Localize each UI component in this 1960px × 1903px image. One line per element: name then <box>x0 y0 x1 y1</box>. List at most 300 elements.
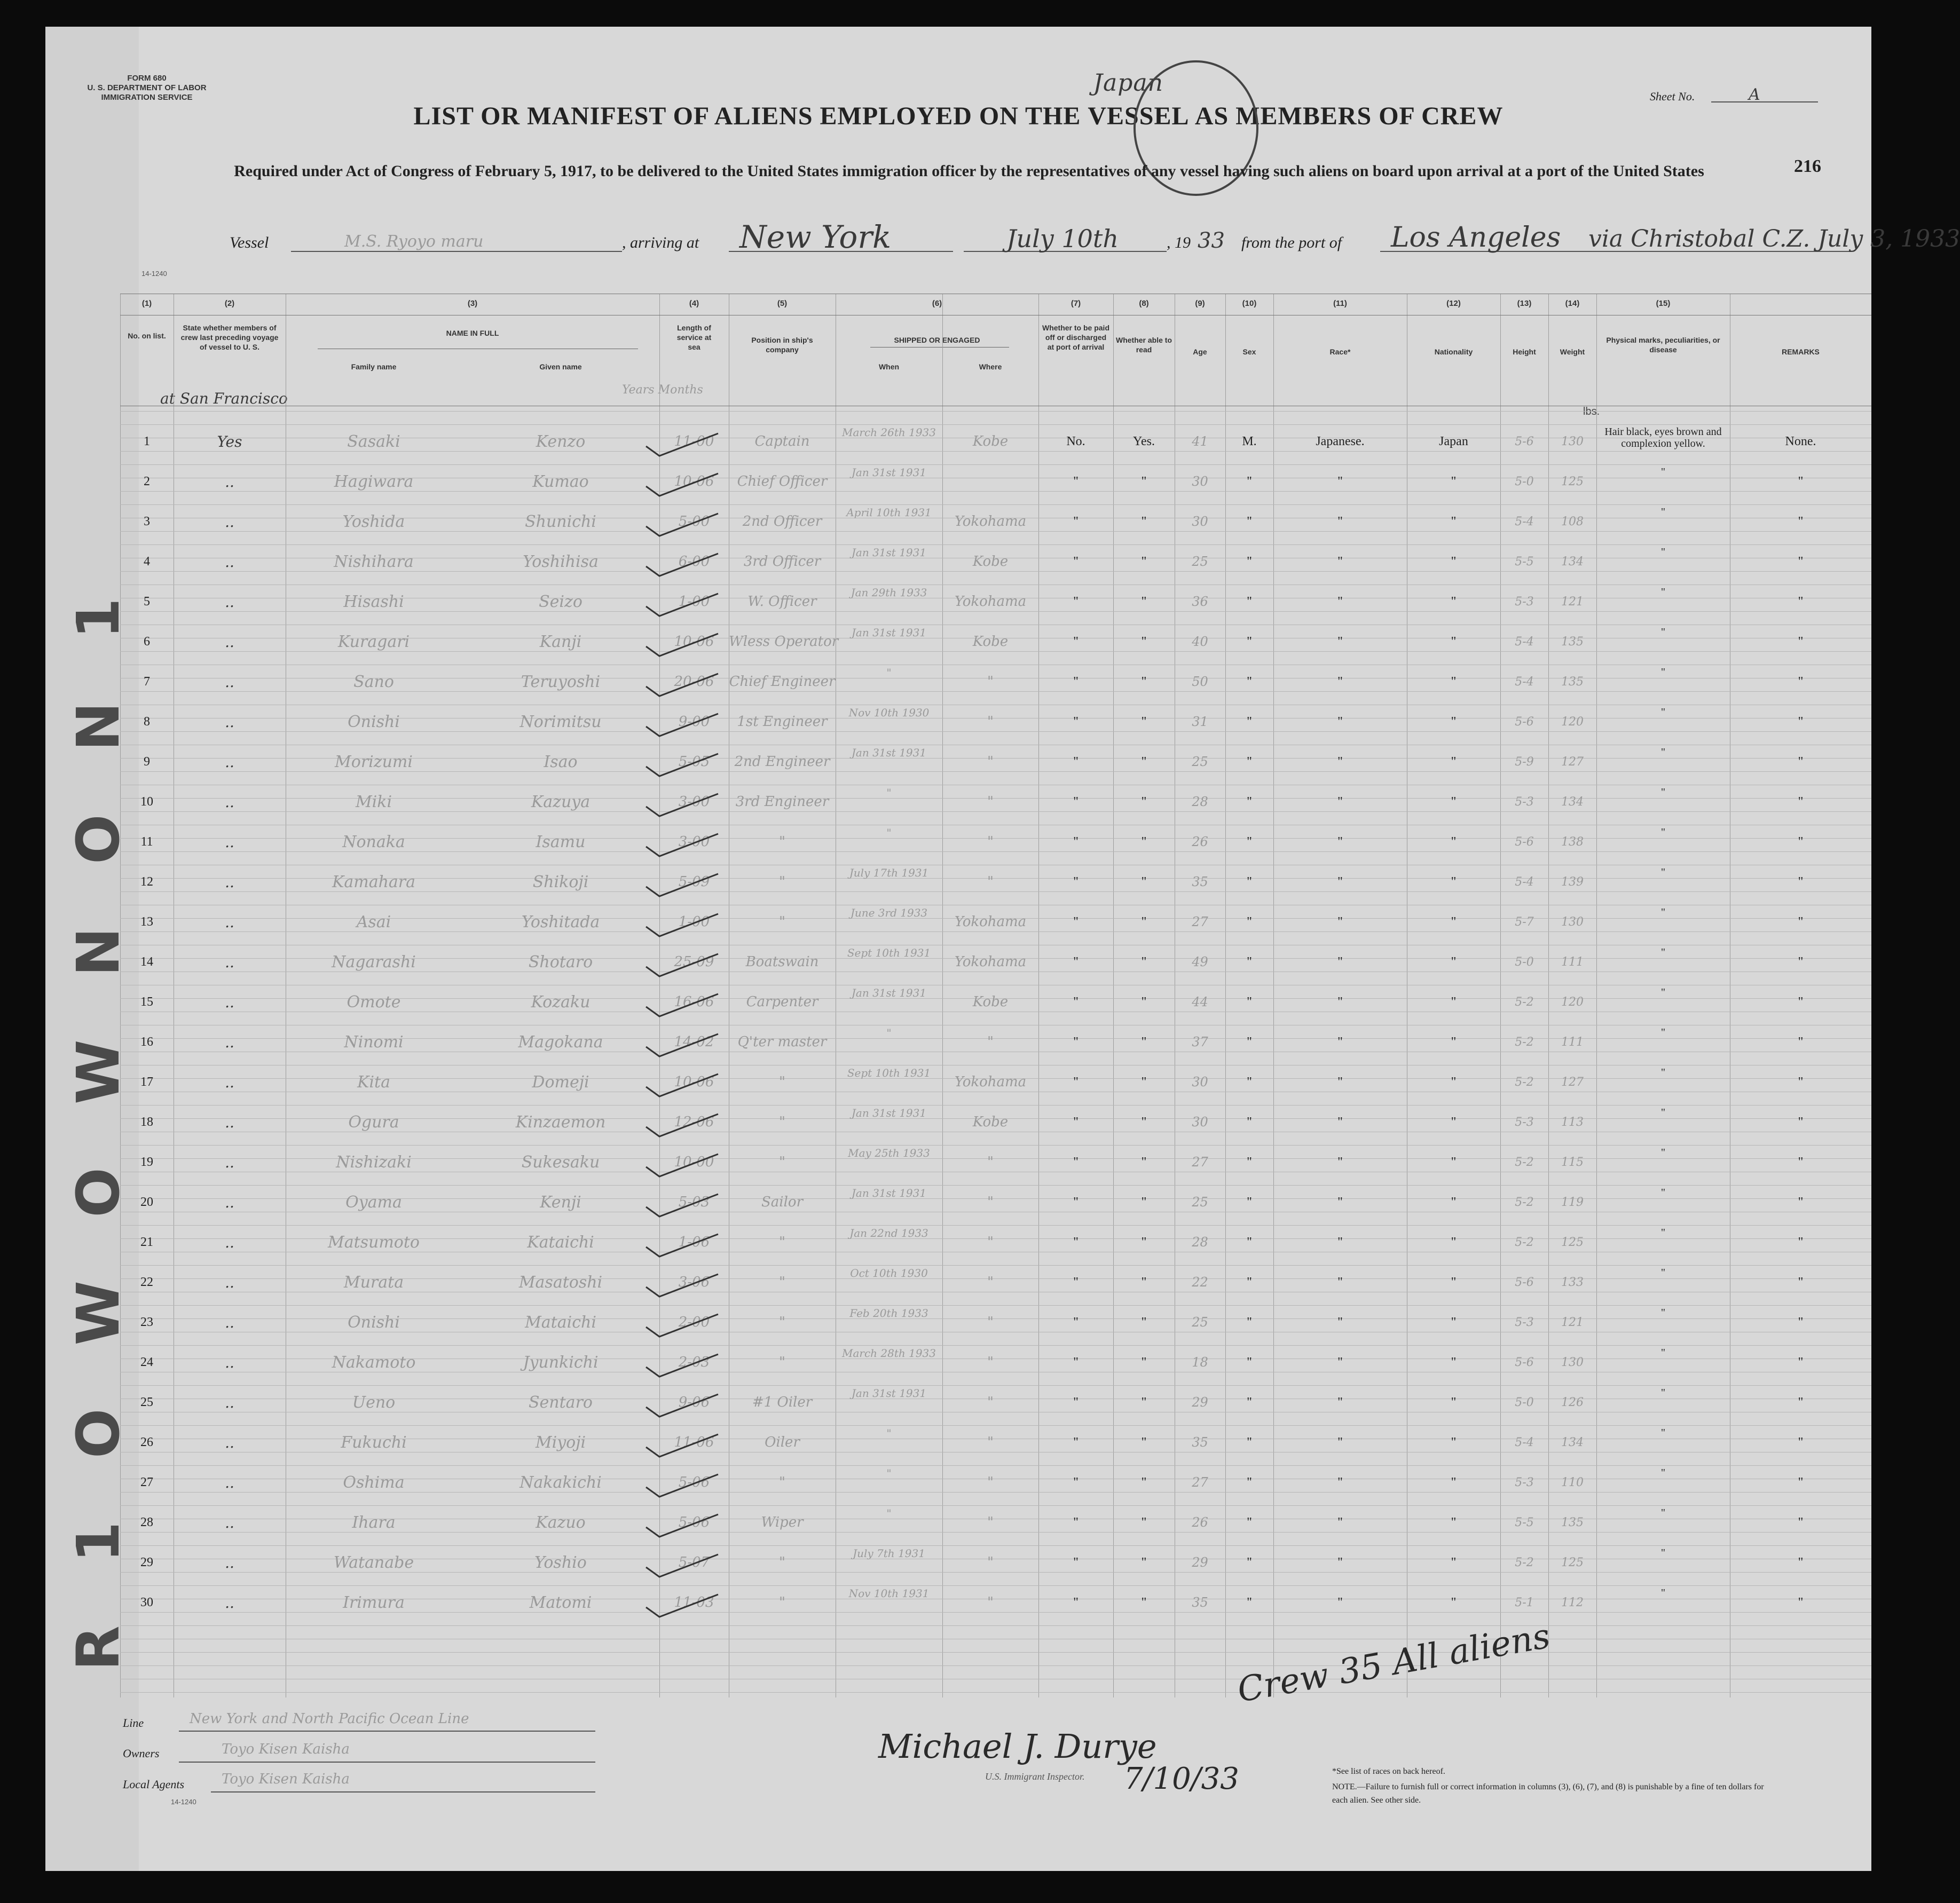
family-name-cell: Nonaka <box>342 833 405 851</box>
shipped-when-cell: Sept 10th 1931 <box>847 1067 931 1079</box>
vessel-label: Vessel <box>230 234 269 251</box>
position-cell: 3rd Engineer <box>735 794 829 810</box>
footer-owners-rule <box>179 1762 595 1763</box>
height-cell: 5-4 <box>1515 675 1534 689</box>
footer-owners-value: Toyo Kisen Kaisha <box>222 1741 350 1757</box>
able-to-read-cell: " <box>1141 1435 1147 1449</box>
weight-cell: 111 <box>1561 956 1584 969</box>
weight-cell: 108 <box>1561 515 1584 528</box>
age-cell: 36 <box>1192 594 1208 609</box>
height-cell: 5-6 <box>1515 1356 1534 1369</box>
previous-voyage-cell: .. <box>225 1554 234 1572</box>
weight-cell: 134 <box>1561 795 1584 809</box>
remarks-cell: " <box>1798 515 1804 528</box>
age-cell: 49 <box>1192 954 1208 969</box>
previous-voyage-cell: .. <box>225 1314 234 1331</box>
paid-off-cell: " <box>1073 1395 1079 1409</box>
footer-line-label: Line <box>123 1716 144 1730</box>
row-number: 6 <box>144 635 150 649</box>
weight-cell: 139 <box>1561 875 1584 889</box>
check-mark-icon <box>641 1512 710 1536</box>
age-cell: 27 <box>1192 1155 1208 1170</box>
table-row <box>45 822 1871 862</box>
shipped-where-cell: Kobe <box>972 994 1009 1010</box>
footer-owners-label: Owners <box>123 1747 160 1760</box>
age-cell: 40 <box>1192 634 1208 649</box>
height-cell: 5-6 <box>1515 835 1534 849</box>
race-cell: " <box>1337 675 1343 689</box>
family-name-cell: Ihara <box>352 1513 396 1532</box>
row-number: 10 <box>140 795 153 809</box>
manifest-sheet <box>45 27 1960 1871</box>
paid-off-cell: " <box>1073 795 1079 809</box>
remarks-cell: " <box>1798 1035 1804 1049</box>
paid-off-cell: " <box>1073 1275 1079 1289</box>
previous-voyage-cell: .. <box>225 1274 234 1291</box>
table-row <box>45 982 1871 1022</box>
shipped-when-cell: Jan 31st 1931 <box>851 1387 927 1400</box>
title-part1: LIST OR MANIFEST OF ALIENS EMPLOYED ON THE <box>413 102 1081 130</box>
position-cell: Carpenter <box>746 994 818 1010</box>
shipped-when-cell: Jan 31st 1931 <box>851 466 927 479</box>
shipped-when-cell: " <box>886 826 892 839</box>
age-cell: 28 <box>1192 1235 1208 1250</box>
paid-off-cell: No. <box>1066 435 1085 448</box>
shipped-when-cell: Jan 31st 1931 <box>851 626 927 639</box>
header-physical-marks: Physical marks, peculiarities, or disease <box>1606 336 1720 354</box>
row-number: 4 <box>144 555 150 568</box>
race-cell: " <box>1337 475 1343 488</box>
able-to-read-cell: " <box>1141 915 1147 929</box>
table-row <box>45 1503 1871 1543</box>
nationality-cell: " <box>1451 1435 1457 1449</box>
physical-marks-cell: " <box>1660 946 1666 958</box>
previous-voyage-cell: .. <box>225 1394 234 1411</box>
nationality-cell: " <box>1451 675 1457 689</box>
header-height: Height <box>1513 348 1536 356</box>
nationality-cell: " <box>1451 1555 1457 1569</box>
age-cell: 29 <box>1192 1395 1208 1410</box>
family-name-cell: Murata <box>343 1273 404 1292</box>
physical-marks-cell: " <box>1660 626 1666 638</box>
service-length-cell: 3-00 <box>678 794 710 810</box>
shipped-where-cell: " <box>987 714 994 730</box>
header-length-of-service: Length of service at sea <box>676 323 712 351</box>
shipped-where-cell: " <box>987 1234 994 1250</box>
race-cell: " <box>1337 1555 1343 1569</box>
height-cell: 5-5 <box>1515 1516 1534 1529</box>
family-name-cell: Fukuchi <box>341 1433 407 1452</box>
weight-unit: lbs. <box>1583 406 1600 417</box>
able-to-read-cell: " <box>1141 1355 1147 1369</box>
family-name-cell: Ueno <box>352 1393 396 1412</box>
crew-note: Crew 35 All aliens <box>1234 1616 1553 1710</box>
sex-cell: " <box>1247 875 1252 889</box>
arrival-date: July 10th <box>1006 224 1119 253</box>
row-number: 22 <box>140 1275 153 1289</box>
subtitle: Required under Act of Congress of February 5, 1917, to be delivered to the United States immigration officer by the representatives of any vessel having such aliens on board upon arrival at a port of the United States <box>234 162 1704 180</box>
sex-cell: " <box>1247 1195 1252 1209</box>
given-name-cell: Sukesaku <box>521 1153 600 1172</box>
table-row <box>45 622 1871 662</box>
previous-voyage-cell: .. <box>225 993 234 1011</box>
service-length-cell: 5-09 <box>678 874 710 890</box>
shipped-where-cell: " <box>987 1514 994 1530</box>
family-name-cell: Nishihara <box>334 552 414 571</box>
shipped-where-cell: " <box>987 1274 994 1290</box>
service-length-cell: 10-06 <box>674 1074 714 1090</box>
shipped-when-cell: " <box>886 1507 892 1520</box>
family-name-cell: Omote <box>347 993 401 1012</box>
previous-voyage-cell: .. <box>225 1434 234 1451</box>
remarks-cell: None. <box>1785 435 1816 448</box>
form-number: FORM 680 <box>127 74 167 83</box>
shipped-when-cell: Jan 31st 1931 <box>851 1107 927 1119</box>
height-cell: 5-2 <box>1515 1556 1534 1569</box>
nationality-cell: " <box>1451 1115 1457 1129</box>
race-cell: " <box>1337 555 1343 568</box>
check-mark-icon <box>641 1472 710 1496</box>
sex-cell: " <box>1247 1035 1252 1049</box>
family-name-cell: Kita <box>357 1073 390 1092</box>
check-mark-icon <box>641 471 710 495</box>
paid-off-cell: " <box>1073 835 1079 849</box>
position-cell: Captain <box>754 433 810 449</box>
header-shipped-or-engaged: SHIPPED OR ENGAGED <box>894 336 980 344</box>
physical-marks-cell: " <box>1660 1227 1666 1238</box>
able-to-read-cell: " <box>1141 515 1147 528</box>
sex-cell: " <box>1247 1515 1252 1529</box>
nationality-cell: " <box>1451 635 1457 649</box>
remarks-cell: " <box>1798 1435 1804 1449</box>
position-cell: #1 Oiler <box>752 1394 813 1410</box>
check-mark-icon <box>641 1312 710 1336</box>
physical-marks-cell: " <box>1660 1107 1666 1118</box>
header-remarks: REMARKS <box>1782 348 1820 356</box>
position-cell: " <box>779 1594 785 1610</box>
col-num-9: (9) <box>1195 299 1205 308</box>
race-cell: " <box>1337 1475 1343 1489</box>
physical-marks-cell: " <box>1660 1507 1666 1519</box>
age-cell: 18 <box>1192 1355 1208 1370</box>
position-cell: Sailor <box>761 1194 804 1210</box>
race-cell: " <box>1337 835 1343 849</box>
sex-cell: " <box>1247 1395 1252 1409</box>
col-num-8: (8) <box>1139 299 1149 308</box>
given-name-cell: Kanji <box>539 633 582 651</box>
given-name-cell: Kenzo <box>536 432 586 451</box>
height-cell: 5-2 <box>1515 1076 1534 1089</box>
row-number: 21 <box>140 1235 153 1249</box>
position-cell: " <box>779 1354 785 1370</box>
row-number: 23 <box>140 1315 153 1329</box>
row-number: 12 <box>140 875 153 889</box>
header-where: Where <box>979 362 1002 371</box>
race-cell: " <box>1337 995 1343 1009</box>
sex-cell: " <box>1247 1155 1252 1169</box>
given-name-cell: Yoshihisa <box>523 552 599 571</box>
sex-cell: " <box>1247 1475 1252 1489</box>
service-length-cell: 5-07 <box>678 1554 710 1570</box>
physical-marks-cell: " <box>1660 786 1666 798</box>
paid-off-cell: " <box>1073 715 1079 729</box>
previous-voyage-cell: .. <box>225 593 234 611</box>
table-row <box>45 542 1871 582</box>
nationality-cell: " <box>1451 1275 1457 1289</box>
check-mark-icon <box>641 431 710 455</box>
service-length-cell: 1-00 <box>678 594 710 610</box>
service-length-cell: 2-00 <box>678 1314 710 1330</box>
previous-voyage-cell: Yes <box>217 433 242 451</box>
remarks-cell: " <box>1798 1275 1804 1289</box>
race-cell: " <box>1337 1395 1343 1409</box>
table-row <box>45 742 1871 782</box>
service-length-cell: 20-06 <box>674 674 714 690</box>
physical-marks-cell: " <box>1660 1147 1666 1158</box>
row-number: 29 <box>140 1555 153 1569</box>
via-note: via Christobal C.Z. July 3, 1933 <box>1588 225 1960 252</box>
paid-off-cell: " <box>1073 1475 1079 1489</box>
remarks-cell: " <box>1798 755 1804 769</box>
able-to-read-cell: " <box>1141 635 1147 649</box>
given-name-cell: Nakakichi <box>519 1473 602 1492</box>
sheet-label: Sheet No. <box>1650 90 1695 103</box>
shipped-when-cell: Jan 22nd 1933 <box>849 1227 928 1239</box>
previous-voyage-cell: .. <box>225 1154 234 1171</box>
remarks-cell: " <box>1798 595 1804 609</box>
service-length-cell: 5-06 <box>678 1514 710 1530</box>
weight-cell: 115 <box>1561 1156 1584 1169</box>
weight-cell: 127 <box>1561 755 1584 769</box>
position-cell: W. Officer <box>747 594 817 610</box>
height-cell: 5-3 <box>1515 1116 1534 1129</box>
sex-cell: " <box>1247 1275 1252 1289</box>
weight-cell: 134 <box>1561 555 1584 568</box>
race-cell: " <box>1337 755 1343 769</box>
able-to-read-cell: " <box>1141 1075 1147 1089</box>
check-mark-icon <box>641 551 710 575</box>
check-mark-icon <box>641 1392 710 1416</box>
sex-cell: " <box>1247 1235 1252 1249</box>
header-nationality: Nationality <box>1434 348 1473 356</box>
previous-voyage-cell: .. <box>225 1354 234 1371</box>
family-name-cell: Hisashi <box>343 593 404 611</box>
weight-cell: 120 <box>1561 715 1584 729</box>
service-length-cell: 11-03 <box>674 1594 714 1610</box>
year-prefix: , 19 <box>1167 234 1191 251</box>
arrival-port: New York <box>739 219 892 255</box>
arrival-year: 33 <box>1198 228 1225 253</box>
nationality-cell: " <box>1451 1035 1457 1049</box>
weight-cell: 135 <box>1561 1516 1584 1529</box>
race-cell: " <box>1337 1075 1343 1089</box>
col-num-2: (2) <box>224 299 235 308</box>
height-cell: 5-3 <box>1515 795 1534 809</box>
paid-off-cell: " <box>1073 875 1079 889</box>
weight-cell: 125 <box>1561 1556 1584 1569</box>
physical-marks-cell: " <box>1660 546 1666 558</box>
position-cell: " <box>779 1234 785 1250</box>
weight-cell: 127 <box>1561 1076 1584 1089</box>
nationality-cell: " <box>1451 915 1457 929</box>
able-to-read-cell: " <box>1141 475 1147 488</box>
service-length-cell: 25-09 <box>674 954 714 970</box>
service-length-cell: 12-06 <box>674 1114 714 1130</box>
service-length-cell: 5-03 <box>678 1194 710 1210</box>
remarks-cell: " <box>1798 1115 1804 1129</box>
family-name-cell: Onishi <box>348 1313 400 1332</box>
nationality-cell: " <box>1451 795 1457 809</box>
family-name-cell: Nagarashi <box>332 953 416 972</box>
shipped-where-cell: " <box>987 1594 994 1610</box>
age-cell: 27 <box>1192 914 1208 929</box>
sex-cell: " <box>1247 475 1252 488</box>
header-name-in-full: NAME IN FULL <box>446 329 499 337</box>
col-num-4: (4) <box>689 299 699 308</box>
previous-voyage-cell: .. <box>225 713 234 731</box>
race-cell: " <box>1337 1435 1343 1449</box>
paid-off-cell: " <box>1073 915 1079 929</box>
check-mark-icon <box>641 992 710 1016</box>
height-cell: 5-2 <box>1515 1156 1534 1169</box>
nationality-cell: " <box>1451 875 1457 889</box>
weight-cell: 120 <box>1561 996 1584 1009</box>
position-cell: " <box>779 1114 785 1130</box>
age-cell: 35 <box>1192 874 1208 889</box>
previous-voyage-cell: .. <box>225 473 234 491</box>
physical-marks-cell: " <box>1660 1547 1666 1559</box>
footer-agents-value: Toyo Kisen Kaisha <box>222 1771 350 1787</box>
given-name-cell: Shotaro <box>528 953 593 972</box>
physical-marks-cell: " <box>1660 1307 1666 1318</box>
position-cell: 1st Engineer <box>737 714 828 730</box>
nationality-cell: " <box>1451 1355 1457 1369</box>
height-cell: 5-5 <box>1515 555 1534 568</box>
previous-voyage-cell: .. <box>225 793 234 811</box>
paid-off-cell: " <box>1073 1075 1079 1089</box>
table-row <box>45 1102 1871 1142</box>
position-cell: " <box>779 834 785 850</box>
physical-marks-cell: " <box>1660 1267 1666 1278</box>
height-cell: 5-4 <box>1515 515 1534 528</box>
row-number: 15 <box>140 995 153 1009</box>
table-row <box>45 782 1871 822</box>
check-mark-icon <box>641 1112 710 1136</box>
age-cell: 35 <box>1192 1435 1208 1450</box>
check-mark-icon <box>641 1592 710 1616</box>
sex-cell: " <box>1247 1555 1252 1569</box>
paid-off-cell: " <box>1073 1155 1079 1169</box>
check-mark-icon <box>641 672 710 696</box>
given-name-cell: Jyunkichi <box>523 1353 599 1372</box>
able-to-read-cell: " <box>1141 1515 1147 1529</box>
check-mark-icon <box>641 792 710 816</box>
row-number: 9 <box>144 755 150 769</box>
paid-off-cell: " <box>1073 515 1079 528</box>
shipped-when-cell: Nov 10th 1931 <box>848 1587 930 1600</box>
shipped-where-cell: Yokohama <box>954 914 1027 930</box>
race-cell: " <box>1337 955 1343 969</box>
able-to-read-cell: " <box>1141 955 1147 969</box>
family-name-cell: Nishizaki <box>336 1153 412 1172</box>
paid-off-cell: " <box>1073 1355 1079 1369</box>
previous-voyage-cell: .. <box>225 1594 234 1612</box>
able-to-read-cell: " <box>1141 795 1147 809</box>
position-cell: " <box>779 874 785 890</box>
shipped-header-rule <box>870 347 1009 348</box>
given-name-cell: Magokana <box>518 1033 603 1052</box>
race-cell: " <box>1337 1035 1343 1049</box>
height-cell: 5-6 <box>1515 1276 1534 1289</box>
paid-off-cell: " <box>1073 595 1079 609</box>
ruled-line <box>120 411 1871 412</box>
check-mark-icon <box>641 912 710 936</box>
nationality-cell: " <box>1451 1515 1457 1529</box>
family-name-cell: Nakamoto <box>332 1353 416 1372</box>
paid-off-cell: " <box>1073 1555 1079 1569</box>
age-cell: 26 <box>1192 1515 1208 1530</box>
col-num-1: (1) <box>141 299 152 308</box>
height-cell: 5-7 <box>1515 915 1534 929</box>
height-cell: 5-9 <box>1515 755 1534 769</box>
position-cell: Boatswain <box>745 954 819 970</box>
age-cell: 31 <box>1192 714 1208 729</box>
shipped-when-cell: Oct 10th 1930 <box>850 1267 928 1280</box>
nationality-cell: " <box>1451 515 1457 528</box>
remarks-cell: " <box>1798 675 1804 689</box>
check-mark-icon <box>641 1192 710 1216</box>
able-to-read-cell: " <box>1141 675 1147 689</box>
remarks-cell: " <box>1798 1395 1804 1409</box>
given-name-cell: Kumao <box>532 472 589 491</box>
row-number: 1 <box>144 435 150 448</box>
form-code: 14-1240 <box>141 270 167 278</box>
shipped-when-cell: Feb 20th 1933 <box>849 1307 928 1320</box>
physical-marks-cell: " <box>1660 1587 1666 1599</box>
sex-cell: " <box>1247 595 1252 609</box>
service-length-cell: 6-00 <box>678 554 710 570</box>
physical-marks-cell: " <box>1660 506 1666 518</box>
physical-marks-cell: " <box>1660 1467 1666 1479</box>
shipped-when-cell: Jan 31st 1931 <box>851 1187 927 1199</box>
given-name-cell: Yoshio <box>534 1553 587 1572</box>
service-length-cell: 16-06 <box>674 994 714 1010</box>
family-name-cell: Matsumoto <box>327 1233 420 1252</box>
race-cell: " <box>1337 1275 1343 1289</box>
row-number: 16 <box>140 1035 153 1049</box>
row-number: 17 <box>140 1075 153 1089</box>
height-cell: 5-6 <box>1515 435 1534 448</box>
given-name-cell: Kozaku <box>531 993 591 1012</box>
header-family-name: Family name <box>351 362 397 371</box>
shipped-where-cell <box>942 462 1038 502</box>
age-cell: 22 <box>1192 1275 1208 1290</box>
service-length-cell: 10-06 <box>674 634 714 650</box>
table-row <box>45 1222 1871 1262</box>
remarks-cell: " <box>1798 1315 1804 1329</box>
position-cell: " <box>779 1154 785 1170</box>
remarks-cell: " <box>1798 1475 1804 1489</box>
shipped-when-cell: " <box>886 1427 892 1440</box>
nationality-cell: " <box>1451 595 1457 609</box>
previous-voyage-cell: .. <box>225 673 234 691</box>
position-cell: Q'ter master <box>737 1034 827 1050</box>
shipped-when-cell: May 25th 1933 <box>848 1147 930 1159</box>
physical-marks-cell: Hair black, eyes brown and complexion yellow. <box>1604 426 1722 449</box>
sex-cell: " <box>1247 1115 1252 1129</box>
weight-cell: 134 <box>1561 1436 1584 1449</box>
remarks-cell: " <box>1798 1075 1804 1089</box>
